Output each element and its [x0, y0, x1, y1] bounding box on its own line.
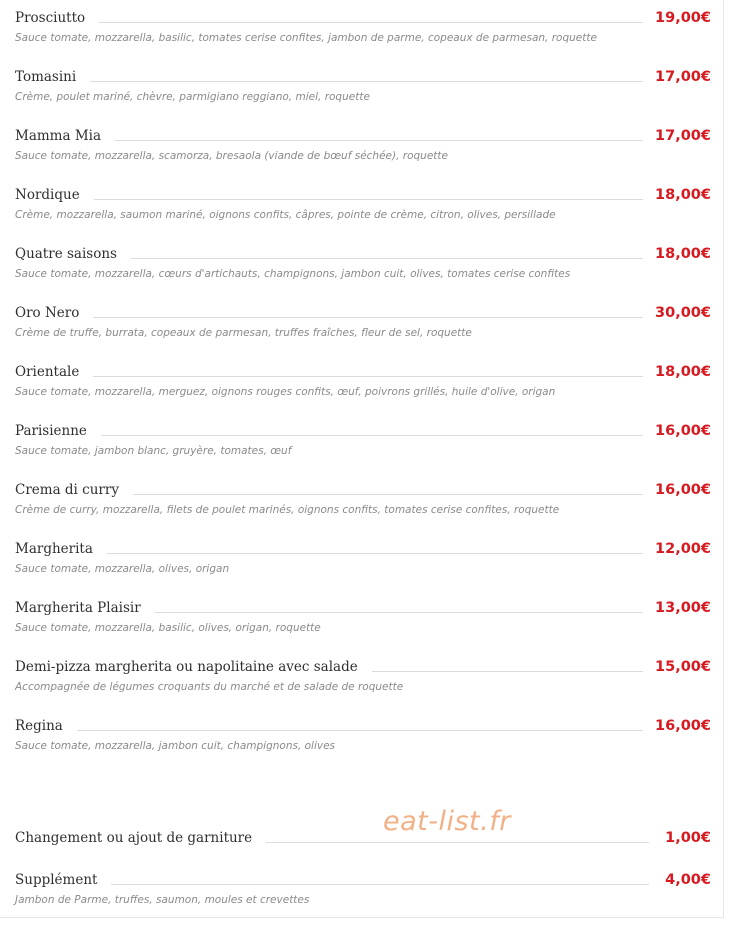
item-description: Sauce tomate, mozzarella, jambon cuit, champignons, olives: [15, 740, 336, 752]
menu-item-orientale: [15, 360, 711, 399]
item-name: Prosciutto: [15, 10, 86, 26]
dotted-leader: [94, 198, 643, 200]
menu-item-quatre-saisons: [15, 242, 711, 281]
menu-item-nordique: [15, 183, 711, 222]
item-name: Demi-pizza margherita ou napolitaine avec salade: [15, 659, 358, 675]
item-name: Crema di curry: [15, 482, 119, 498]
dotted-leader: [77, 729, 643, 731]
menu-item-oro-nero: [15, 301, 711, 340]
dotted-leader: [99, 21, 643, 23]
dotted-leader: [372, 670, 643, 672]
item-price: 17,00€: [655, 128, 711, 144]
dotted-leader: [93, 316, 643, 318]
item-description: Sauce tomate, jambon blanc, gruyère, tomates, œuf: [15, 445, 292, 457]
item-price: 18,00€: [655, 187, 711, 203]
item-name: Oro Nero: [15, 305, 80, 321]
item-description: Sauce tomate, mozzarella, cœurs d'artichauts, champignons, jambon cuit, olives, tomates cerise confites: [15, 268, 571, 280]
menu-item-parisienne: [15, 419, 711, 458]
dotted-leader: [93, 375, 643, 377]
menu-item-regina: [15, 714, 711, 753]
item-price: 18,00€: [655, 364, 711, 380]
item-description: Crème de curry, mozzarella, filets de poulet marinés, oignons confits, tomates cerise confites, roquette: [15, 504, 560, 516]
dotted-leader: [131, 257, 643, 259]
item-price: 16,00€: [655, 718, 711, 734]
item-price: 18,00€: [655, 246, 711, 262]
item-description: Crème, poulet mariné, chèvre, parmigiano reggiano, miel, roquette: [15, 91, 370, 103]
item-price: 17,00€: [655, 69, 711, 85]
item-price: 30,00€: [655, 305, 711, 321]
item-description: Crème, mozzarella, saumon mariné, oignons confits, câpres, pointe de crème, citron, olives, persillade: [15, 209, 556, 221]
item-description: Sauce tomate, mozzarella, basilic, olives, origan, roquette: [15, 622, 321, 634]
item-name: Margherita: [15, 541, 93, 557]
menu-item-mamma-mia: [15, 124, 711, 163]
item-price: 16,00€: [655, 482, 711, 498]
item-name: Quatre saisons: [15, 246, 117, 262]
dotted-leader: [90, 80, 643, 82]
item-name: Tomasini: [15, 69, 77, 85]
item-description: Crème de truffe, burrata, copeaux de parmesan, truffes fraîches, fleur de sel, roquette: [15, 327, 472, 339]
item-price: 15,00€: [655, 659, 711, 675]
item-price: 4,00€: [665, 872, 711, 888]
item-price: 12,00€: [655, 541, 711, 557]
item-name: Mamma Mia: [15, 128, 102, 144]
item-description: Sauce tomate, mozzarella, basilic, tomates cerise confites, jambon de parme, copeaux de parmesan, roquette: [15, 32, 597, 44]
item-description: Sauce tomate, mozzarella, olives, origan: [15, 563, 230, 575]
item-name: Margherita Plaisir: [15, 600, 141, 616]
menu-extra-garniture: [15, 826, 711, 848]
item-name: Parisienne: [15, 423, 87, 439]
item-description: Jambon de Parme, truffes, saumon, moules et crevettes: [15, 894, 310, 906]
item-name: Regina: [15, 718, 63, 734]
menu-item-demi-pizza: [15, 655, 711, 694]
item-description: Accompagnée de légumes croquants du marché et de salade de roquette: [15, 681, 404, 693]
menu-item-tomasini: [15, 65, 711, 104]
item-name: Nordique: [15, 187, 80, 203]
dotted-leader: [101, 434, 643, 436]
menu-item-prosciutto: [15, 6, 711, 45]
watermark: eat-list.fr: [383, 806, 511, 837]
item-price: 19,00€: [655, 10, 711, 26]
dotted-leader: [107, 552, 643, 554]
dotted-leader: [266, 841, 649, 843]
menu-item-margherita: [15, 537, 711, 576]
menu-item-margherita-plaisir: [15, 596, 711, 635]
item-description: Sauce tomate, mozzarella, scamorza, bresaola (viande de bœuf séchée), roquette: [15, 150, 448, 162]
dotted-leader: [133, 493, 643, 495]
item-price: 16,00€: [655, 423, 711, 439]
item-price: 1,00€: [665, 830, 711, 846]
item-name: Orientale: [15, 364, 80, 380]
item-price: 13,00€: [655, 600, 711, 616]
item-name: Supplément: [15, 872, 98, 888]
dotted-leader: [115, 139, 643, 141]
dotted-leader: [111, 883, 649, 885]
menu-item-crema-di-curry: [15, 478, 711, 517]
menu-extra-supplement: [15, 868, 711, 907]
item-name: Changement ou ajout de garniture: [15, 830, 253, 846]
item-description: Sauce tomate, mozzarella, merguez, oignons rouges confits, œuf, poivrons grillés, huile d'olive, origan: [15, 386, 556, 398]
dotted-leader: [155, 611, 643, 613]
